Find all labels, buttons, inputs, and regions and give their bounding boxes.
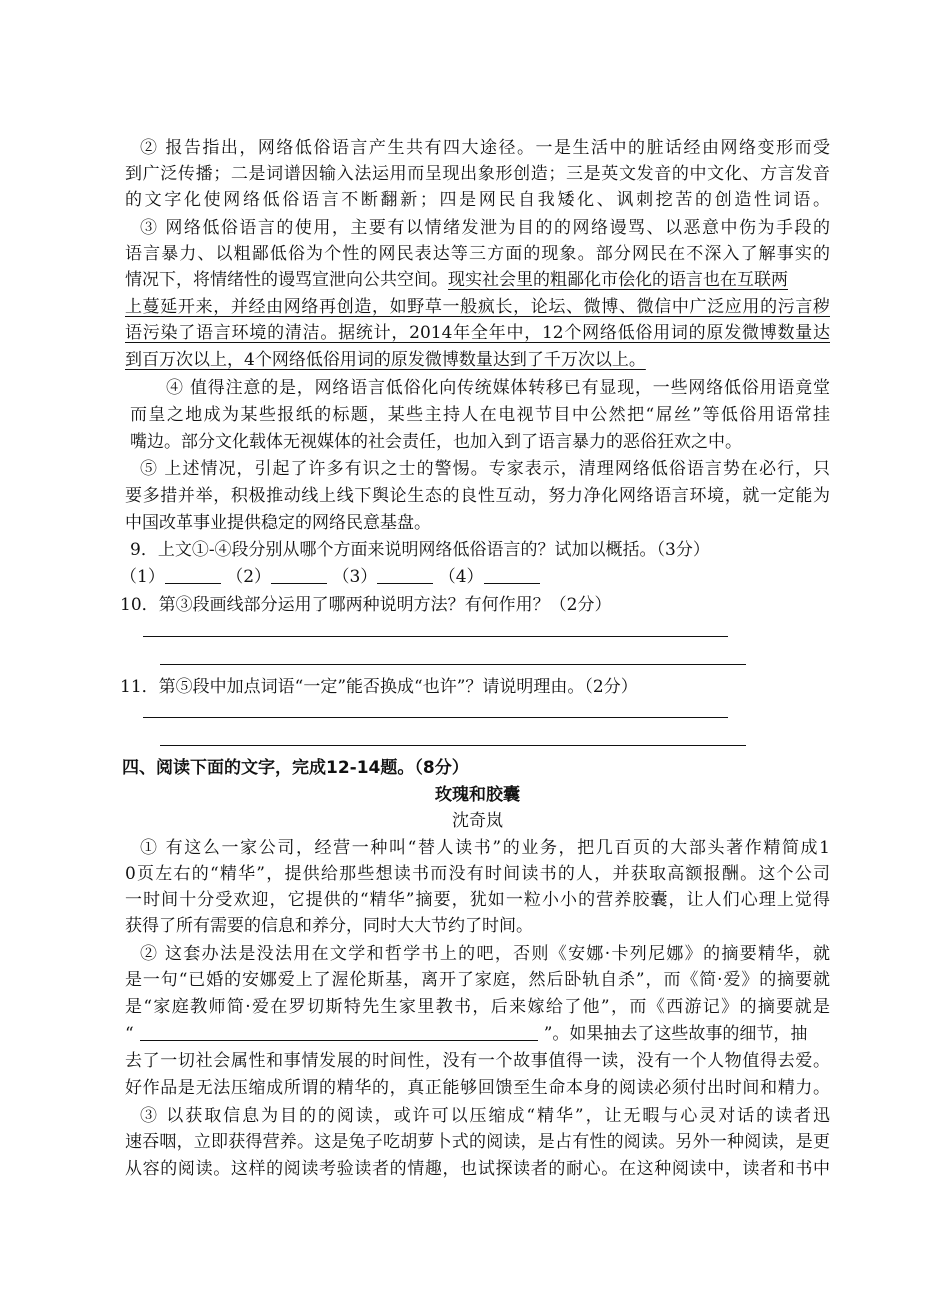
underlined-sentence-part-3: 语污染了语言环境的清洁。据统计，2014年全年中，12个网络低俗用词的原发微博数量达 xyxy=(125,323,830,343)
article-p2-line-4-tail: ”。如果抽去了这些故事的细节，抽 xyxy=(543,1024,808,1044)
xiyouji-summary-blank[interactable] xyxy=(140,1022,538,1041)
article-p2-line-4 xyxy=(125,1021,830,1047)
article-p2-line-3: 是“家庭教师简·爱在罗切斯特先生家里教书，后来嫁给了他”，而《西游记》的摘要就是 xyxy=(125,997,830,1017)
article-title: 玫瑰和胶囊 xyxy=(435,785,520,805)
q9-answer-blank-4[interactable] xyxy=(484,565,540,584)
p3-line-3 xyxy=(125,267,830,293)
article-p1-line-4: 获得了所有需要的信息和养分，同时大大节约了时间。 xyxy=(125,916,533,936)
article-p3-line-3: 从容的阅读。这样的阅读考验读者的情趣，也试探读者的耐心。在这种阅读中，读者和书中 xyxy=(125,1159,830,1179)
q9-blank-label-1: （1） xyxy=(120,567,165,587)
underlined-sentence-part-1: 现实社会里的粗鄙化市侩化的语言也在互联两 xyxy=(448,270,788,290)
article-p3-line-1: ③ 以获取信息为目的的阅读，或许可以压缩成“精华”，让无暇与心灵对话的读者迅 xyxy=(140,1106,830,1126)
q9-answer-blank-3[interactable] xyxy=(377,565,433,584)
p3-line-3-plain: 情况下，将情绪性的谩骂宣泄向公共空间。 xyxy=(125,270,448,290)
p4-line-3: 嘴边。部分文化载体无视媒体的社会责任，也加入到了语言暴力的恶俗狂欢之中。 xyxy=(130,432,742,452)
question-9-blanks xyxy=(120,564,825,590)
p4-line-2: 而皇之地成为某些报纸的标题，某些主持人在电视节目中公然把“屌丝”等低俗用语常挂 xyxy=(130,405,830,425)
q9-blank-label-3: （3） xyxy=(332,567,378,587)
article-p1-line-1: ① 有这么一家公司，经营一种叫“替人读书”的业务，把几百页的大部头著作精简成1 xyxy=(140,838,830,858)
article-p2-line-5: 去了一切社会属性和事情发展的时间性，没有一个故事值得一读，没有一个人物值得去爱。 xyxy=(125,1051,830,1071)
p5-line-3: 中国改革事业提供稳定的网络民意基盘。 xyxy=(125,513,431,533)
underlined-sentence-part-2: 上蔓延开来，并经由网络再创造，如野草一般疯长，论坛、微博、微信中广泛应用的污言秽 xyxy=(125,297,830,317)
p3-line-1: ③ 网络低俗语言的使用，主要有以情绪发泄为目的的网络谩骂、以恶意中伤为手段的 xyxy=(140,218,830,238)
p5-line-1: ⑤ 上述情况，引起了许多有识之士的警惕。专家表示，清理网络低俗语言势在必行，只 xyxy=(140,459,830,479)
q11-answer-line-2[interactable] xyxy=(160,745,746,746)
question-10: 10．第③段画线部分运用了哪两种说明方法？有何作用？（2分） xyxy=(120,595,612,615)
p2-line-3: 的文字化使网络低俗语言不断翻新；四是网民自我矮化、讽刺挖苦的创造性词语。 xyxy=(125,190,830,210)
p5-line-2: 要多措并举，积极推动线上线下舆论生态的良性互动，努力净化网络语言环境，就一定能为 xyxy=(125,486,830,506)
article-p1-line-2: 0页左右的“精华”，提供给那些想读书而没有时间读书的人，并获取高额报酬。这个公司 xyxy=(125,864,830,884)
question-9: 9．上文①-④段分别从哪个方面来说明网络低俗语言的？试加以概括。（3分） xyxy=(130,540,710,560)
article-p1-line-3: 一时间十分受欢迎，它提供的“精华”摘要，犹如一粒小小的营养胶囊，让人们心理上觉得 xyxy=(125,890,830,910)
article-p2-line-2: 是一句“已婚的安娜爱上了渥伦斯基，离开了家庭，然后卧轨自杀”，而《简·爱》的摘要就 xyxy=(125,970,830,990)
q11-answer-line-1[interactable] xyxy=(143,717,728,718)
article-p2-line-1: ② 这套办法是没法用在文学和哲学书上的吧，否则《安娜·卡列尼娜》的摘要精华，就 xyxy=(140,944,830,964)
article-p2-line-6: 好作品是无法压缩成所谓的精华的，真正能够回馈至生命本身的阅读必须付出时间和精力。 xyxy=(125,1078,830,1098)
p2-line-2: 到广泛传播；二是词谱因输入法运用而呈现出象形创造；三是英文发音的中文化、方言发音 xyxy=(125,164,830,184)
p3-line-2: 语言暴力、以粗鄙低俗为个性的网民表达等三方面的现象。部分网民在不深入了解事实的 xyxy=(125,244,830,264)
q9-blank-label-4: （4） xyxy=(438,567,484,587)
q9-answer-blank-1[interactable] xyxy=(165,565,221,584)
question-11: 11．第⑤段中加点词语“一定”能否换成“也许”？请说明理由。（2分） xyxy=(120,677,638,697)
q9-answer-blank-2[interactable] xyxy=(271,565,327,584)
p2-line-1: ② 报告指出，网络低俗语言产生共有四大途径。一是生活中的脏话经由网络变形而受 xyxy=(140,138,830,158)
p4-line-1: ④ 值得注意的是，网络语言低俗化向传统媒体转移已有显现，一些网络低俗用语竟堂 xyxy=(166,378,830,398)
underlined-sentence-part-4: 到百万次以上，4个网络低俗用词的原发微博数量达到了千万次以上。 xyxy=(125,350,646,370)
article-p3-line-2: 速吞咽，立即获得营养。这是兔子吃胡萝卜式的阅读，是占有性的阅读。另外一种阅读，是更 xyxy=(125,1132,830,1152)
q10-answer-line-2[interactable] xyxy=(160,664,746,665)
q10-answer-line-1[interactable] xyxy=(143,636,728,637)
section-4-heading: 四、阅读下面的文字，完成12-14题。（8分） xyxy=(122,758,469,778)
q9-blank-label-2: （2） xyxy=(226,567,272,587)
quote-open-mark: “ xyxy=(125,1024,134,1044)
article-author: 沈奇岚 xyxy=(452,811,503,831)
